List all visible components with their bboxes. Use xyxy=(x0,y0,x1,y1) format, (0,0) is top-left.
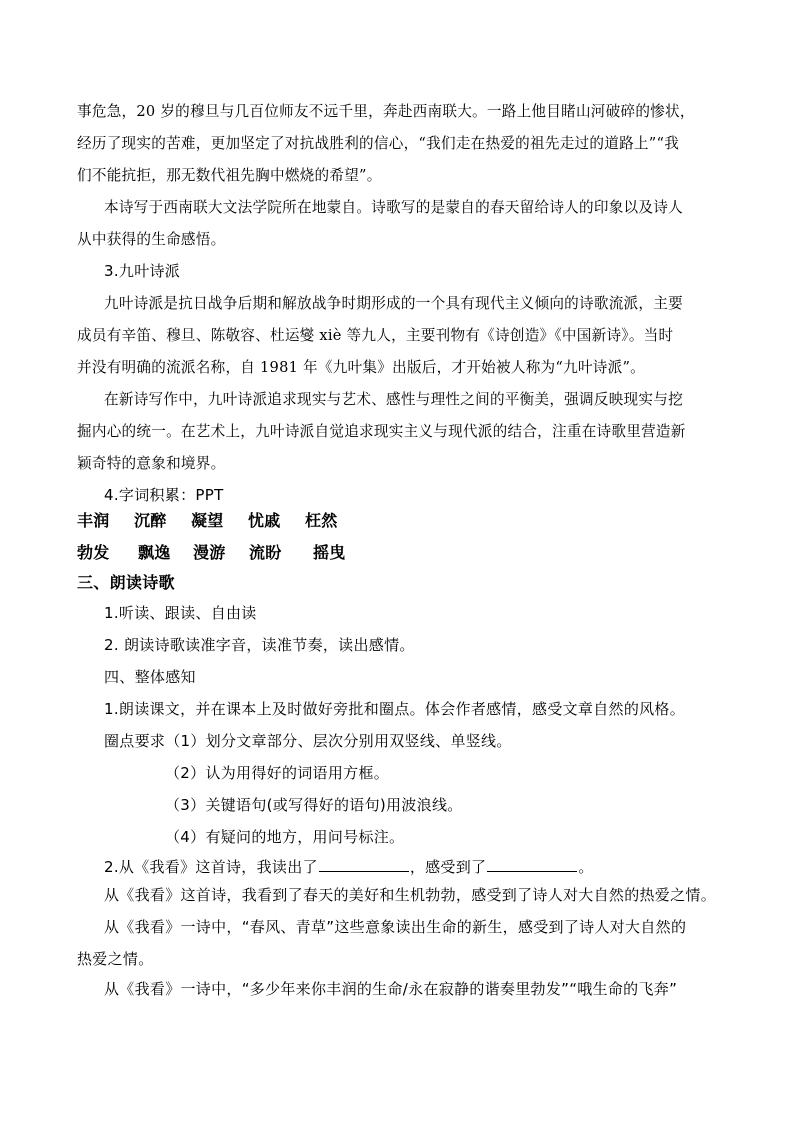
vocab-word: 枉然 xyxy=(305,511,338,530)
paragraph-line: 掘内心的统一。在艺术上，九叶诗派自觉追求现实主义与现代派的结合，注重在诗歌里营造新 xyxy=(77,423,686,440)
section-heading: 3.九叶诗派 xyxy=(104,262,181,280)
question-text: ，感受到了 xyxy=(409,858,487,876)
answer-blank[interactable] xyxy=(319,857,409,872)
paragraph-line: 并没有明确的流派名称，自 1981 年《九叶集》出版后，才开始被人称为“九叶诗派”。 xyxy=(77,359,646,376)
paragraph-line: 2. 朗读诗歌读准字音，读准节奏，读出感情。 xyxy=(104,636,415,654)
paragraph-line: 从《我看》一诗中，“多少年来你丰润的生命/永在寂静的谐奏里勃发”“哦生命的飞奔” xyxy=(104,980,678,998)
paragraph-line: 从《我看》这首诗，我看到了春天的美好和生机勃勃，感受到了诗人对大自然的热爱之情。 xyxy=(104,886,717,904)
vocab-word: 凝望 xyxy=(191,511,224,530)
paragraph-line: 九叶诗派是抗日战争后期和解放战争时期形成的一个具有现代主义倾向的诗歌流派，主要 xyxy=(104,295,683,312)
vocab-word: 勃发 xyxy=(77,543,110,562)
paragraph-line: 们不能抗拒，那无数代祖先胸中燃烧的希望”。 xyxy=(77,167,382,184)
vocab-word: 忧戚 xyxy=(248,511,281,530)
vocab-word: 摇曳 xyxy=(313,543,346,562)
paragraph-line: 事危急，20 岁的穆旦与几百位师友不远千里，奔赴西南联大。一路上他目睹山河破碎的惨状， xyxy=(77,103,695,120)
vocabulary-row xyxy=(77,508,338,531)
paragraph-line: 圈点要求（1）划分文章部分、层次分别用双竖线、单竖线。 xyxy=(104,732,512,750)
paragraph-line: 在新诗写作中，九叶诗派追求现实与艺术、感性与理性之间的平衡美，强调反映现实与挖 xyxy=(104,391,683,408)
paragraph-line: 1.朗读课文，并在课本上及时做好旁批和圈点。体会作者感情，感受文章自然的风格。 xyxy=(104,700,686,718)
paragraph-line: （4）有疑问的地方，用问号标注。 xyxy=(165,828,405,846)
section-heading: 三、朗读诗歌 xyxy=(77,573,175,592)
paragraph-line: 热爱之情。 xyxy=(77,950,154,968)
section-heading: 4.字词积累：PPT xyxy=(104,486,224,504)
paragraph-line: 从中获得的生命感悟。 xyxy=(77,231,226,248)
paragraph-line: 颖奇特的意象和境界。 xyxy=(77,455,226,472)
vocabulary-row xyxy=(77,540,346,563)
question-text: 2.从《我看》这首诗，我读出了 xyxy=(104,858,318,876)
vocab-word: 沉醉 xyxy=(134,511,167,530)
vocab-word: 漫游 xyxy=(193,543,226,562)
vocab-word: 丰润 xyxy=(77,511,110,530)
vocab-word: 飘逸 xyxy=(138,543,171,562)
section-heading: 四、整体感知 xyxy=(104,668,196,686)
paragraph-line: 从《我看》一诗中，“春风、青草”这些意象读出生命的新生，感受到了诗人对大自然的 xyxy=(104,918,687,936)
question-text: 。 xyxy=(578,858,594,876)
paragraph-line: （2）认为用得好的词语用方框。 xyxy=(165,764,390,782)
answer-blank[interactable] xyxy=(487,857,577,872)
paragraph-line: 经历了现实的苦难，更加坚定了对抗战胜利的信心，“我们走在热爱的祖先走过的道路上”“我 xyxy=(77,135,680,152)
fill-in-question xyxy=(104,856,594,877)
paragraph-line: 成员有辛笛、穆旦、陈敬容、杜运燮 xiè 等九人，主要刊物有《诗创造》《中国新诗》。当时 xyxy=(77,327,674,344)
paragraph-line: （3）关键语句(或写得好的语句)用波浪线。 xyxy=(165,796,463,814)
paragraph-line: 本诗写于西南联大文法学院所在地蒙自。诗歌写的是蒙自的春天留给诗人的印象以及诗人 xyxy=(104,199,683,216)
vocab-word: 流盼 xyxy=(249,543,282,562)
paragraph-line: 1.听读、跟读、自由读 xyxy=(104,604,257,622)
